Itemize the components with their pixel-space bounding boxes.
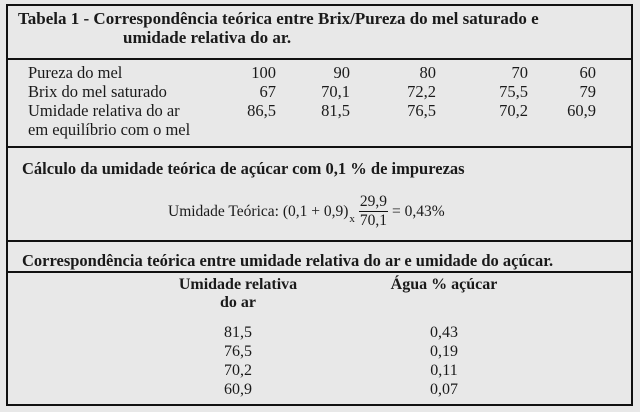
table-cell: 0,43 (430, 324, 458, 341)
formula-prefix: Umidade Teórica: (0,1 + 0,9) (168, 202, 349, 220)
formula-result: = 0,43% (392, 202, 445, 220)
cell: 86,5 (247, 101, 276, 120)
col-header-umidade-line2: do ar (220, 294, 256, 311)
formula-numerator: 29,9 (359, 193, 388, 210)
cell: 70 (511, 63, 528, 82)
cell: 67 (259, 82, 276, 101)
divider (8, 58, 631, 60)
cell: 70,1 (321, 82, 350, 101)
row-label-umidade: Umidade relativa do ar (28, 101, 180, 120)
col-header-agua: Água % açúcar (390, 276, 498, 293)
cell: 90 (333, 63, 350, 82)
corr-heading: Correspondência teórica entre umidade relativa do ar e umidade do açúcar. (22, 251, 554, 270)
cell: 60 (579, 63, 596, 82)
table-cell: 81,5 (224, 324, 252, 341)
cell: 75,5 (499, 82, 528, 101)
row-label-brix: Brix do mel saturado (28, 82, 167, 101)
table-cell: 70,2 (224, 362, 252, 379)
formula-denominator: 70,1 (359, 212, 388, 229)
row-label-pureza: Pureza do mel (28, 63, 123, 82)
cell: 100 (251, 63, 276, 82)
cell: 81,5 (321, 101, 350, 120)
table-cell: 0,19 (430, 343, 458, 360)
table-title-line2: umidade relativa do ar. (123, 28, 292, 47)
cell: 70,2 (499, 101, 528, 120)
col-header-umidade-line1: Umidade relativa (178, 276, 298, 293)
table-title (18, 9, 539, 47)
divider (8, 146, 631, 148)
table-cell: 0,11 (430, 362, 458, 379)
document-table (6, 4, 633, 406)
table-cell: 60,9 (224, 381, 252, 398)
table-cell: 76,5 (224, 343, 252, 360)
col-header-umidade (168, 276, 308, 312)
divider (8, 271, 631, 273)
calc-heading: Cálculo da umidade teórica de açúcar com 0,1 % de impurezas (22, 159, 465, 178)
table-cell: 0,07 (430, 381, 458, 398)
cell: 72,2 (407, 82, 436, 101)
formula-multiply: x (349, 212, 355, 225)
cell: 60,9 (567, 101, 596, 120)
cell: 76,5 (407, 101, 436, 120)
row-label-umidade-line2: em equilíbrio com o mel (28, 120, 191, 139)
cell: 79 (579, 82, 596, 101)
formula (168, 193, 445, 230)
cell: 80 (419, 63, 436, 82)
divider (8, 240, 631, 242)
table-title-line1: Tabela 1 - Correspondência teórica entre Brix/Pureza do mel saturado e (18, 9, 539, 28)
formula-fraction (359, 193, 388, 230)
